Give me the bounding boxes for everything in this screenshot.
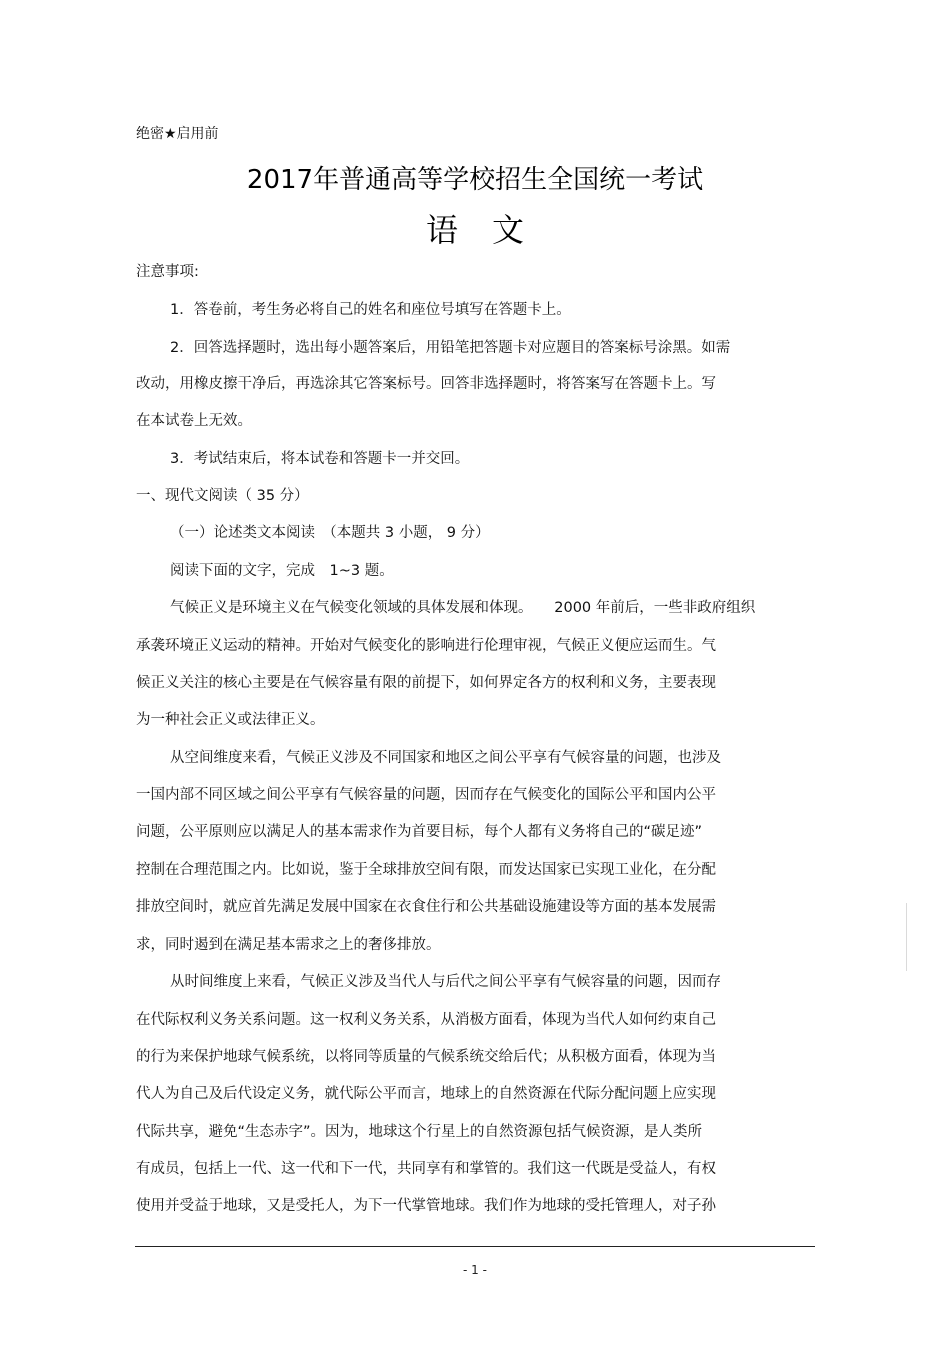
notice-heading: 注意事项: bbox=[136, 264, 199, 280]
passage-line: 的行为来保护地球气候系统，以将同等质量的气候系统交给后代；从积极方面看，体现为当 bbox=[136, 1049, 716, 1065]
notice-item-2-cont: 改动，用橡皮擦干净后，再选涂其它答案标号。回答非选择题时，将答案写在答题卡上。写 bbox=[136, 376, 716, 392]
passage-line: 气候正义是环境主义在气候变化领域的具体发展和体现。 2000 年前后，一些非政府组织 bbox=[170, 600, 756, 616]
passage-line: 从时间维度上来看，气候正义涉及当代人与后代之间公平享有气候容量的问题，因而存 bbox=[170, 974, 721, 990]
passage-line: 承袭环境正义运动的精神。开始对气候变化的影响进行伦理审视，气候正义便应运而生。气 bbox=[136, 638, 716, 654]
page-number: - 1 - bbox=[463, 1263, 487, 1277]
passage-line: 为一种社会正义或法律正义。 bbox=[136, 712, 325, 728]
passage-line: 一国内部不同区域之间公平享有气候容量的问题，因而存在气候变化的国际公平和国内公平 bbox=[136, 787, 716, 803]
notice-item-2: 2．回答选择题时，选出每小题答案后，用铅笔把答题卡对应题目的答案标号涂黑。如需 bbox=[170, 340, 731, 356]
notice-item-1: 1．答卷前，考生务必将自己的姓名和座位号填写在答题卡上。 bbox=[170, 302, 571, 318]
passage-line: 代际共享，避免“生态赤字”。因为，地球这个行星上的自然资源包括气候资源，是人类所 bbox=[136, 1124, 703, 1140]
passage-line: 控制在合理范围之内。比如说，鉴于全球排放空间有限，而发达国家已实现工业化，在分配 bbox=[136, 862, 716, 878]
passage-line: 求，同时遏到在满足基本需求之上的奢侈排放。 bbox=[136, 937, 441, 953]
subject-title: 语文 bbox=[425, 211, 558, 249]
passage-line: 从空间维度来看，气候正义涉及不同国家和地区之间公平享有气候容量的问题，也涉及 bbox=[170, 750, 721, 766]
passage-line: 代人为自己及后代设定义务，就代际公平而言，地球上的自然资源在代际分配问题上应实现 bbox=[136, 1086, 716, 1102]
section-heading: 一、现代文阅读（ 35 分） bbox=[136, 488, 309, 504]
confidential-label: 绝密★启用前 bbox=[136, 126, 219, 142]
passage-line: 排放空间时，就应首先满足发展中国家在衣食住行和公共基础设施建设等方面的基本发展需 bbox=[136, 899, 716, 915]
footer-divider bbox=[135, 1246, 815, 1247]
passage-line: 有成员，包括上一代、这一代和下一代，共同享有和掌管的。我们这一代既是受益人，有权 bbox=[136, 1161, 716, 1177]
passage-line: 候正义关注的核心主要是在气候容量有限的前提下，如何界定各方的权利和义务，主要表现 bbox=[136, 675, 716, 691]
faint-watermark bbox=[708, 903, 907, 971]
reading-instruction: 阅读下面的文字，完成 1~3 题。 bbox=[170, 563, 394, 579]
notice-item-3: 3．考试结束后，将本试卷和答题卡一并交回。 bbox=[170, 451, 470, 467]
passage-line: 问题，公平原则应以满足人的基本需求作为首要目标，每个人都有义务将自己的“碳足迹” bbox=[136, 824, 703, 840]
passage-line: 使用并受益于地球，又是受托人，为下一代掌管地球。我们作为地球的受托管理人，对子孙 bbox=[136, 1198, 716, 1214]
notice-item-2-cont: 在本试卷上无效。 bbox=[136, 413, 252, 429]
passage-line: 在代际权利义务关系问题。这一权利义务关系，从消极方面看，体现为当代人如何约束自己 bbox=[136, 1012, 716, 1028]
exam-title: 2017年普通高等学校招生全国统一考试 bbox=[246, 165, 704, 195]
section-subheading: （一）论述类文本阅读 （本题共 3 小题， 9 分） bbox=[170, 525, 490, 541]
